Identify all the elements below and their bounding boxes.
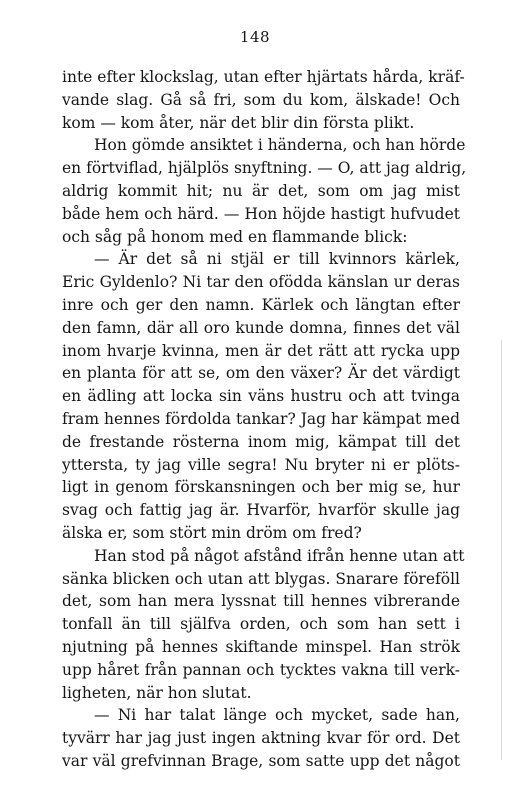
page-number: 148	[239, 28, 271, 46]
text-line: både hem och härd. — Hon höjde hastigt hufvudet	[62, 204, 460, 223]
text-line: var väl grefvinnan Brage, som satte upp det något	[62, 751, 460, 770]
text-line: yttersta, ty jag ville segra! Nu bryter ni er plöts-	[62, 455, 460, 474]
text-line: älska er, som stört min dröm om fred?	[62, 523, 362, 542]
text-line: upp håret från pannan och tycktes vakna till verk-	[62, 660, 460, 679]
text-line: en ädling att locka sin väns hustru och att tvinga	[62, 387, 460, 406]
text-line: inom hvarje kvinna, men är det rätt att rycka upp	[62, 341, 460, 360]
text-line: Han stod på något afstånd ifrån henne utan att	[94, 546, 465, 565]
text-line: tyvärr har jag just ingen aktning kvar för ord. Det	[62, 729, 460, 748]
text-line: aldrig kommit hit; nu är det, som om jag mist	[62, 181, 460, 200]
page-edge-line	[501, 340, 502, 760]
text-line: sänka blicken och utan att blygas. Snarare föreföll	[62, 569, 460, 588]
text-line: kom — kom åter, när det blir din första plikt.	[62, 113, 415, 132]
text-line: — Är det så ni stjäl er till kvinnors kärlek,	[94, 250, 460, 269]
text-line: Hon gömde ansiktet i händerna, och han hörde	[94, 136, 466, 155]
text-line: ligt in genom förskansningen och ber mig se, hur	[62, 478, 460, 497]
text-line: ligheten, när hon slutat.	[62, 683, 252, 702]
text-line: inte efter klockslag, utan efter hjärtats hårda, kräf-	[62, 68, 465, 86]
text-line: inre och ger den namn. Kärlek och längtan efter	[62, 295, 460, 314]
text-line: en planta för att se, om den växer? Är det värdigt	[62, 364, 460, 383]
text-line: och såg på honom med en flammande blick:	[62, 227, 408, 246]
text-line: fram hennes fördolda tankar? Jag har kämpat med	[62, 409, 461, 428]
text-line: njutning på hennes skiftande minspel. Han strök	[62, 637, 460, 656]
text-line: vande slag. Gå så fri, som du kom, älskade! Och	[62, 90, 460, 109]
text-line: svag och fattig jag är. Hvarför, hvarför skulle jag	[62, 501, 460, 520]
text-line: — Ni har talat länge och mycket, sade han,	[94, 706, 460, 725]
text-line: tonfall än till själfva orden, och som han sett i	[62, 615, 460, 634]
body-text	[62, 66, 467, 773]
text-line: de frestande rösterna inom mig, kämpat till det	[62, 432, 460, 451]
text-line: den famn, där all oro kunde domna, finnes det väl	[62, 318, 460, 337]
text-line: en förtviflad, hjälplös snyftning. — O, att jag aldrig,	[62, 159, 467, 178]
text-line: det, som han mera lyssnat till hennes vibrerande	[62, 592, 460, 611]
text-line: Eric Gyldenlo? Ni tar den ofödda känslan ur deras	[62, 273, 460, 292]
